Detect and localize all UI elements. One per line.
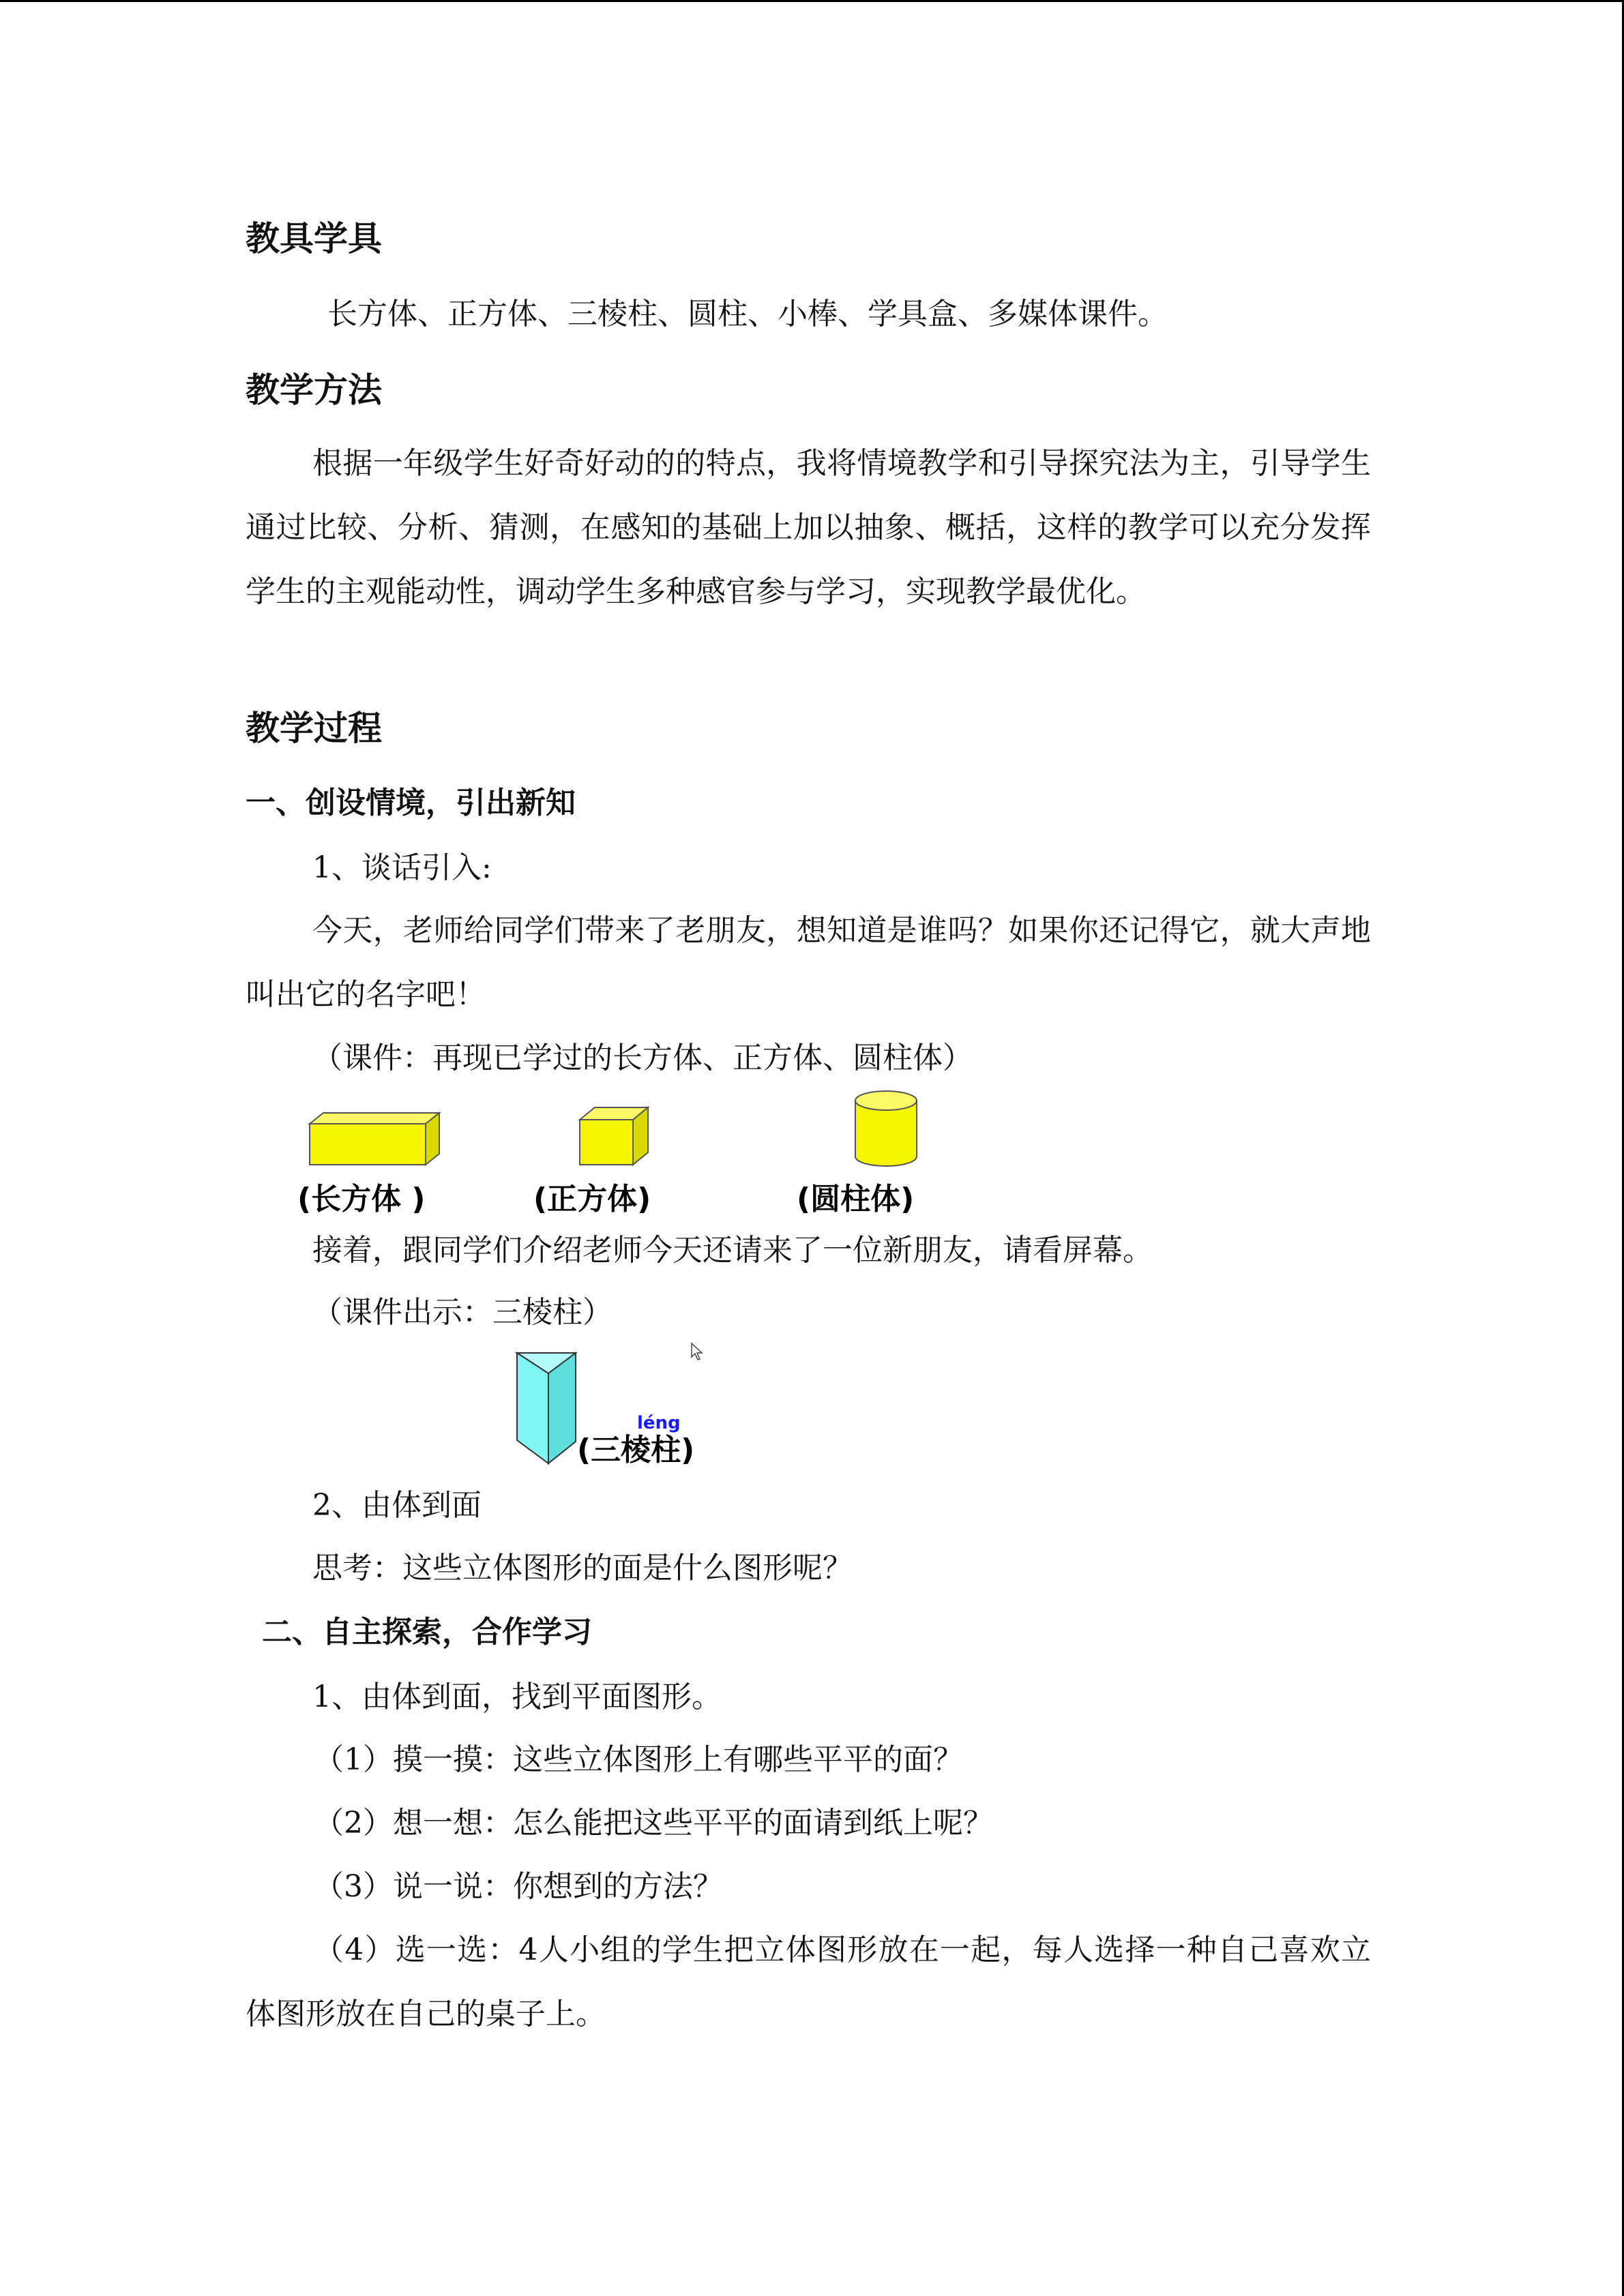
part1-courseware2: （课件出示：三棱柱） bbox=[312, 1295, 612, 1330]
tools-heading: 教具学具 bbox=[246, 219, 382, 258]
part2-step2: （2）想一想：怎么能把这些平平的面请到纸上呢？ bbox=[314, 1806, 993, 1840]
part2-step1-block bbox=[246, 1728, 1371, 1792]
triangular-prism-figure bbox=[514, 1352, 580, 1466]
part2-heading-block bbox=[262, 1612, 1387, 1653]
part1-para1-block bbox=[246, 899, 1371, 1027]
part1-para1: 今天，老师给同学们带来了老朋友，想知道是谁吗？如果你还记得它，就大声地叫出它的名字吧！ bbox=[246, 913, 1371, 1012]
part1-para2: 接着，跟同学们介绍老师今天还请来了一位新朋友，请看屏幕。 bbox=[312, 1233, 1153, 1268]
process-section bbox=[246, 706, 1371, 750]
page-border-top bbox=[0, 0, 1624, 2]
tools-section bbox=[246, 217, 1371, 260]
part1-heading-block bbox=[246, 783, 1371, 824]
part1-heading: 一、创设情境，引出新知 bbox=[246, 786, 576, 820]
cursor-icon bbox=[690, 1342, 707, 1362]
cylinder-label: (圆柱体) bbox=[797, 1182, 915, 1217]
part1-item2-block bbox=[246, 1474, 1371, 1538]
part2-step4: （4）选一选：4人小组的学生把立体图形放在一起，每人选择一种自己喜欢立体图形放在自己的桌子上。 bbox=[246, 1933, 1371, 2031]
part2-step3-block bbox=[246, 1855, 1371, 1919]
part1-para2-block bbox=[246, 1219, 1371, 1283]
prism-label: (三棱柱) bbox=[577, 1433, 695, 1467]
cylinder-figure bbox=[854, 1090, 918, 1169]
part2-step2-block bbox=[246, 1791, 1371, 1855]
cuboid-figure bbox=[310, 1112, 453, 1166]
method-text: 根据一年级学生好奇好动的的特点，我将情境教学和引导探究法为主，引导学生通过比较、分析、猜测，在感知的基础上加以抽象、概括，这样的教学可以充分发挥学生的主观能动性，调动学生多种感官参与学习，实现教学最优化。 bbox=[246, 446, 1371, 609]
process-heading: 教学过程 bbox=[246, 709, 382, 748]
part1-courseware2-block bbox=[246, 1281, 1371, 1345]
cube-figure bbox=[580, 1106, 655, 1167]
part1-item1-block bbox=[246, 836, 1371, 900]
tools-text-block bbox=[246, 282, 1371, 346]
part1-courseware1-block bbox=[246, 1026, 1371, 1090]
method-section bbox=[246, 368, 1371, 412]
part2-step4-block bbox=[246, 1918, 1371, 2046]
prism-pinyin: léng bbox=[637, 1413, 681, 1433]
part2-heading: 二、自主探索，合作学习 bbox=[262, 1615, 592, 1650]
part1-item2: 2、由体到面 bbox=[312, 1488, 482, 1523]
part1-think-block bbox=[246, 1536, 1371, 1600]
method-text-block bbox=[246, 432, 1371, 624]
cube-label: (正方体) bbox=[533, 1182, 651, 1217]
cuboid-label: (长方体 ) bbox=[297, 1182, 426, 1217]
part2-step3: （3）说一说：你想到的方法？ bbox=[314, 1869, 723, 1904]
part2-step1: （1）摸一摸：这些立体图形上有哪些平平的面？ bbox=[314, 1742, 963, 1777]
part1-think: 思考：这些立体图形的面是什么图形呢？ bbox=[312, 1551, 853, 1585]
part1-item1: 1、谈话引入: bbox=[312, 850, 492, 885]
part2-item1: 1、由体到面，找到平面图形。 bbox=[312, 1680, 722, 1714]
method-heading: 教学方法 bbox=[246, 370, 382, 410]
part1-courseware1: （课件：再现已学过的长方体、正方体、圆柱体） bbox=[312, 1041, 973, 1075]
part2-item1-block bbox=[246, 1665, 1371, 1729]
tools-text: 长方体、正方体、三棱柱、圆柱、小棒、学具盒、多媒体课件。 bbox=[327, 297, 1168, 331]
